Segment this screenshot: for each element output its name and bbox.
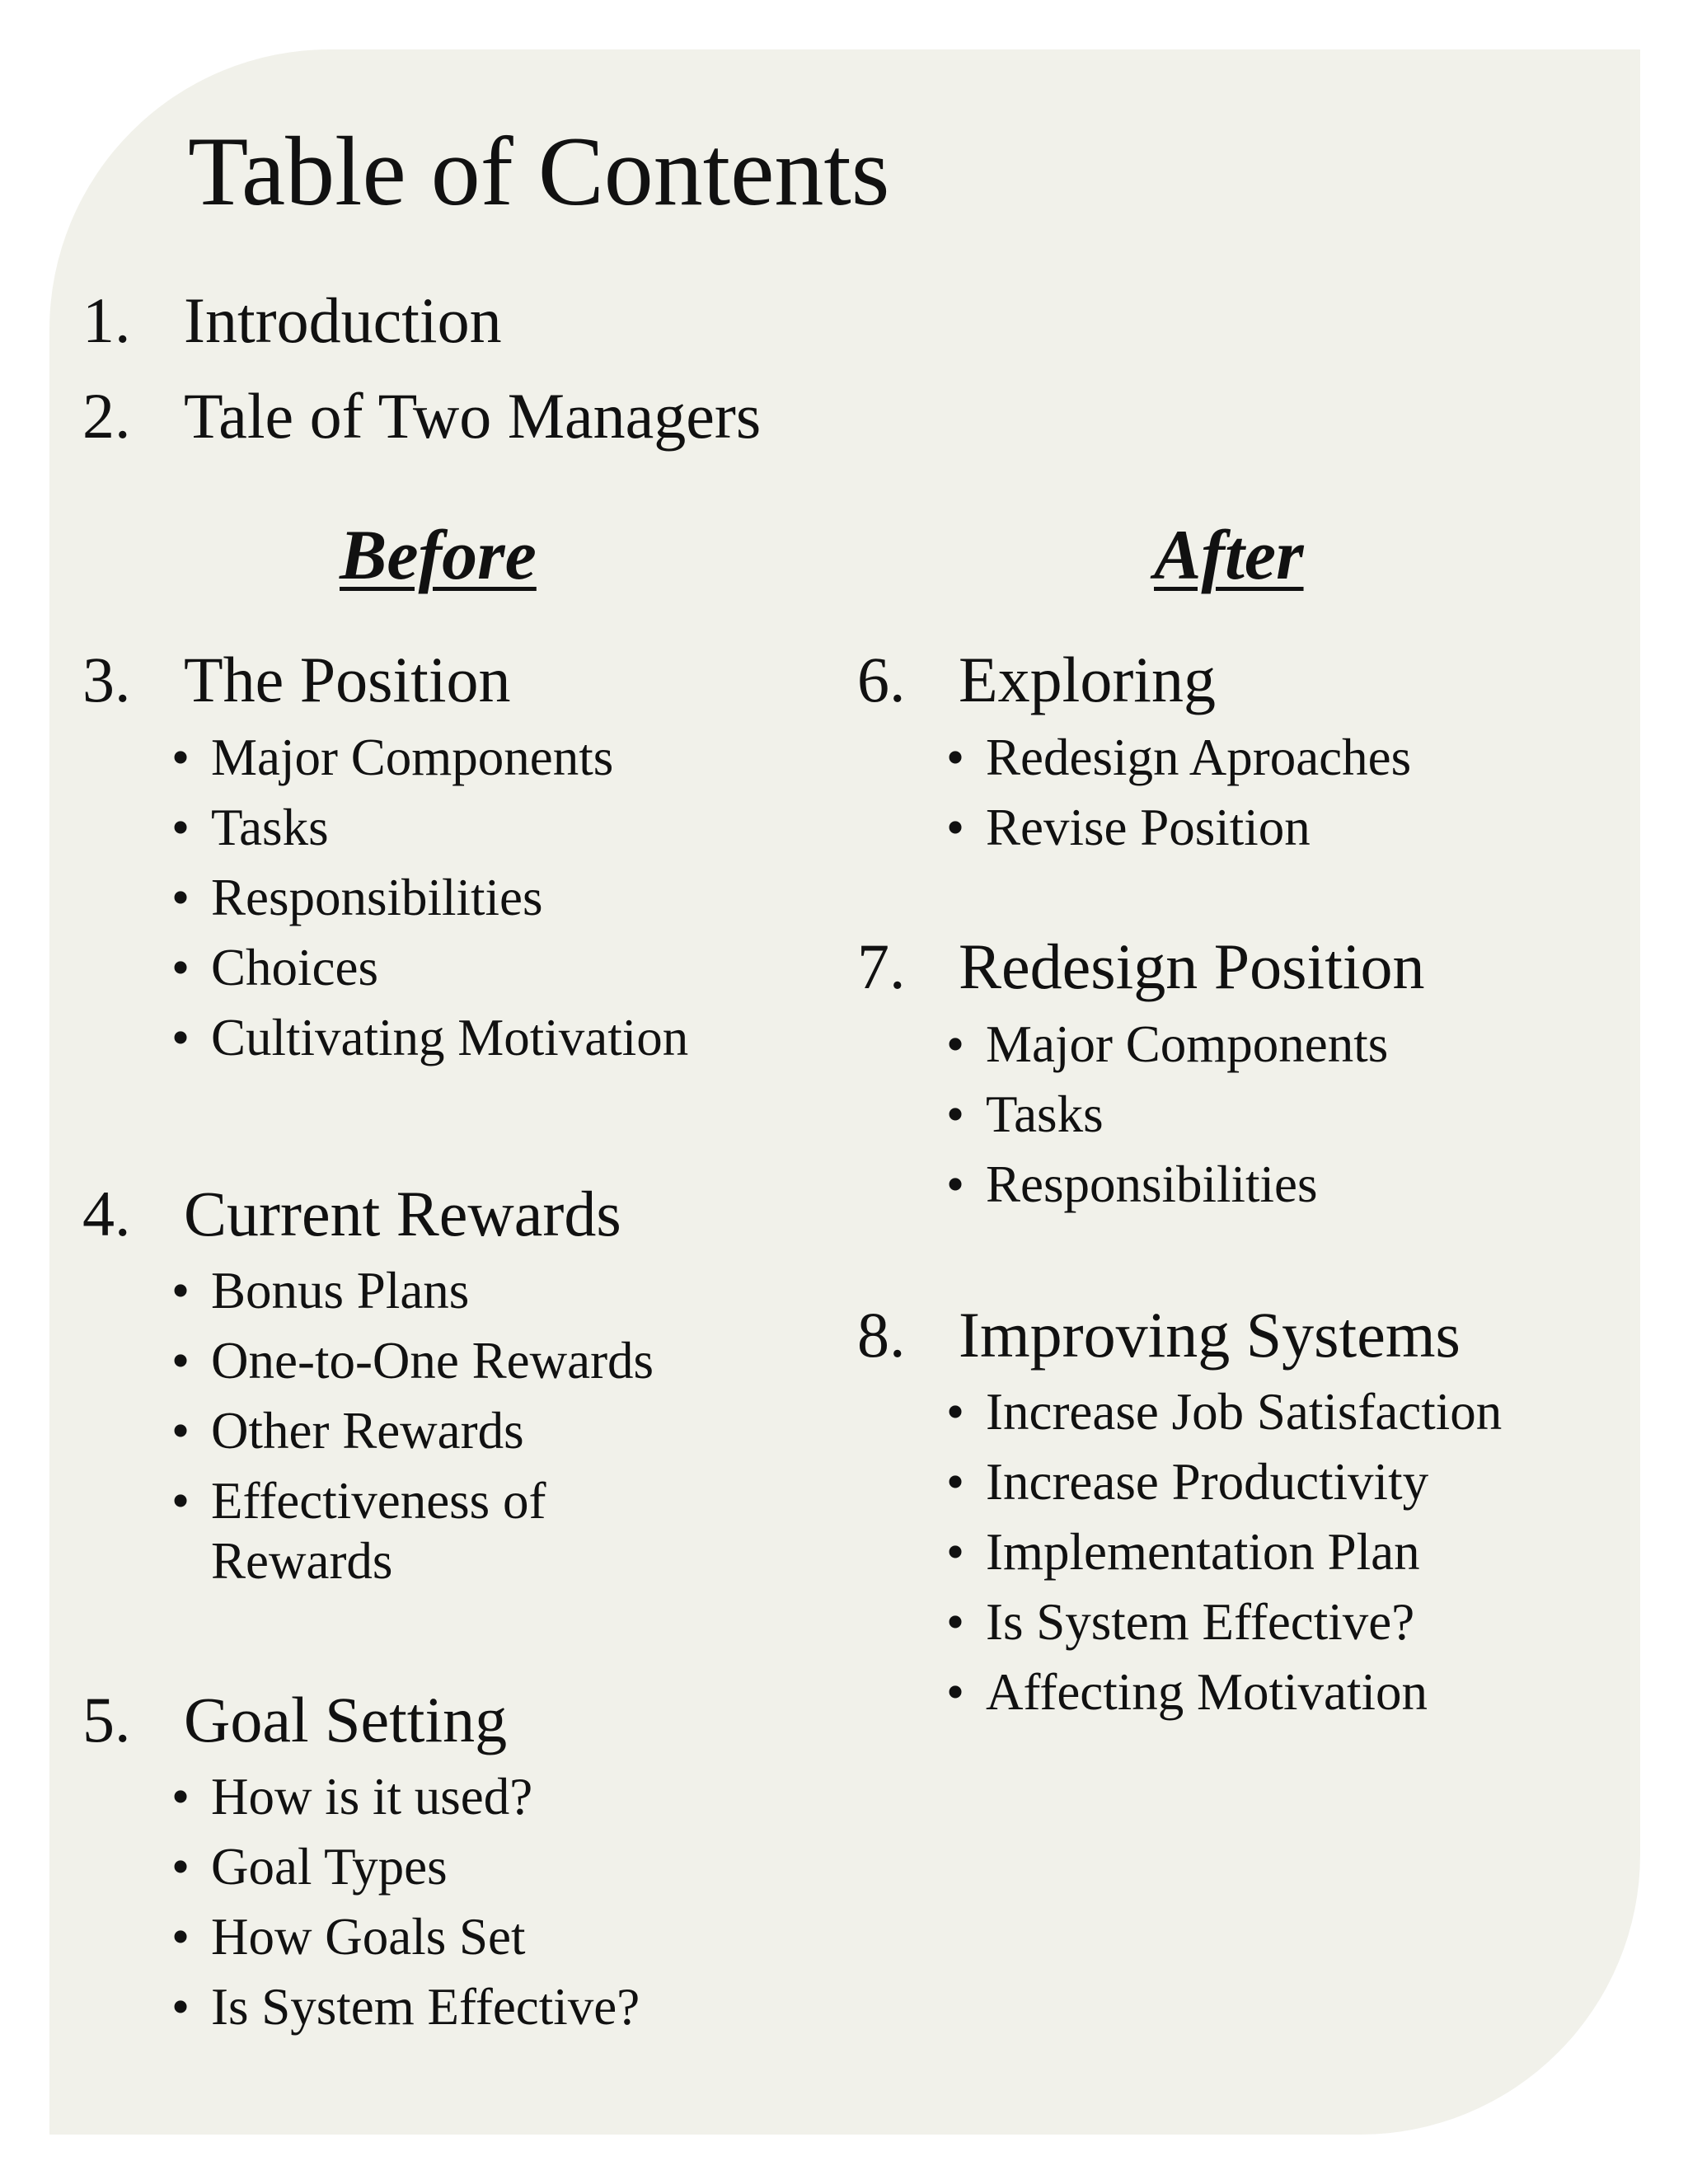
toc-item-label: Introduction: [184, 284, 502, 356]
bullet-icon: •: [946, 729, 965, 786]
bullet-icon: •: [171, 1472, 190, 1530]
bullet-icon: •: [946, 1453, 965, 1511]
bullet-icon: •: [946, 1383, 965, 1441]
bullet-icon: •: [171, 1978, 190, 2036]
bullet-icon: •: [946, 1593, 965, 1651]
toc-section-number: 4.: [82, 1178, 131, 1249]
toc-item-number: 2.: [82, 380, 131, 452]
toc-section-number: 5.: [82, 1684, 131, 1755]
bullet-icon: •: [171, 799, 190, 856]
bullet-icon: •: [171, 1768, 190, 1825]
toc-section-label: Exploring: [959, 644, 1216, 715]
toc-section-label: Current Rewards: [184, 1178, 621, 1249]
toc-section-label: Improving Systems: [959, 1299, 1461, 1371]
bullet-icon: •: [171, 729, 190, 786]
toc-section-number: 8.: [857, 1299, 906, 1371]
toc-item-label: Tale of Two Managers: [184, 380, 762, 452]
page-title: Table of Contents: [188, 116, 890, 226]
toc-section-label: Goal Setting: [184, 1684, 508, 1755]
bullet-icon: •: [946, 1155, 965, 1213]
bullet-icon: •: [171, 1262, 190, 1319]
bullet-icon: •: [171, 1908, 190, 1966]
bullet-icon: •: [171, 939, 190, 996]
bullet-icon: •: [171, 1332, 190, 1390]
bullet-icon: •: [171, 1009, 190, 1066]
toc-section-label: The Position: [184, 644, 511, 715]
bullet-icon: •: [171, 1838, 190, 1896]
bullet-icon: •: [946, 1015, 965, 1073]
toc-section-number: 6.: [857, 644, 906, 715]
toc-section-number: 7.: [857, 930, 906, 1002]
toc-section-number: 3.: [82, 644, 131, 715]
bullet-icon: •: [946, 799, 965, 856]
column-heading-after: After: [1154, 515, 1304, 594]
bullet-icon: •: [946, 1663, 965, 1721]
bullet-icon: •: [171, 1402, 190, 1460]
toc-item-number: 1.: [82, 284, 131, 356]
bullet-icon: •: [946, 1085, 965, 1143]
bullet-icon: •: [171, 869, 190, 926]
column-heading-before: Before: [340, 515, 537, 594]
bullet-icon: •: [946, 1523, 965, 1581]
toc-section-label: Redesign Position: [959, 930, 1425, 1002]
